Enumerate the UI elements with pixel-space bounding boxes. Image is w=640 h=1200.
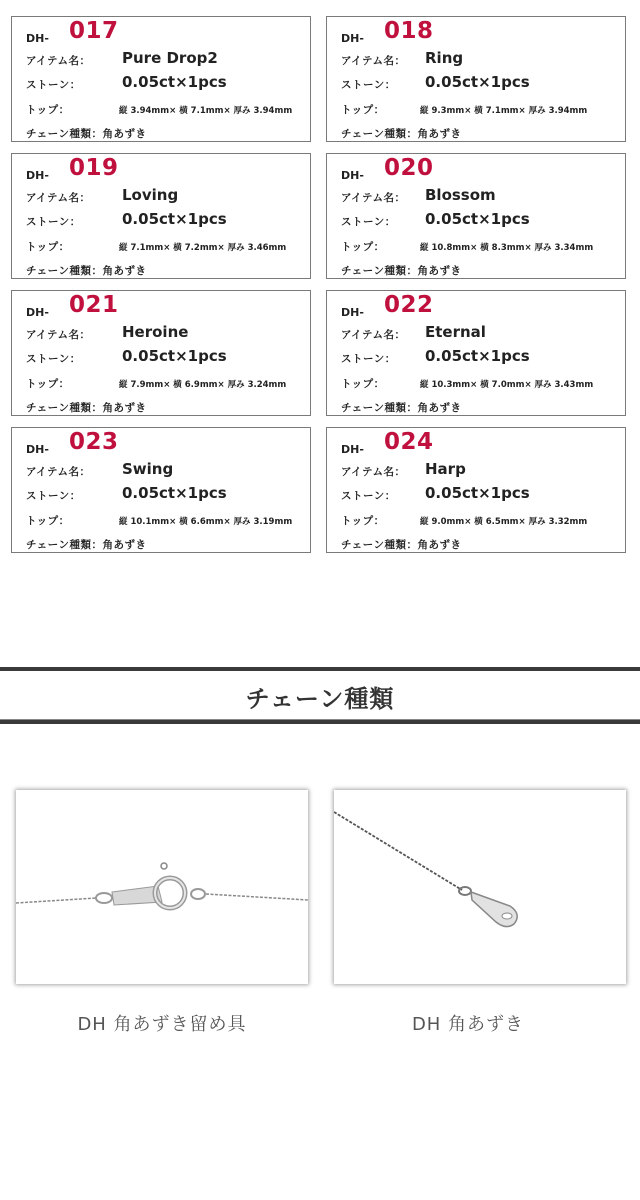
divider-top — [0, 667, 640, 671]
item-name-value: Ring — [425, 49, 464, 67]
id-prefix: DH- — [26, 32, 49, 45]
top-dimensions: 縦 10.3mm× 横 7.0mm× 厚み 3.43mm — [420, 380, 594, 390]
chain-end-tag-caption: DH 角あずき — [411, 1014, 525, 1035]
item-name-value: Loving — [122, 186, 179, 204]
item-name-label: アイテム名： — [26, 55, 91, 67]
item-name-value: Pure Drop2 — [122, 49, 218, 67]
top-label: トップ： — [26, 104, 70, 116]
stone-label: ストーン： — [341, 353, 396, 365]
stone-label: ストーン： — [341, 79, 396, 91]
item-name-label: アイテム名： — [341, 55, 406, 67]
chain-type: チェーン種類：角あずき — [341, 539, 462, 551]
id-prefix: DH- — [341, 32, 364, 45]
item-name-label: アイテム名： — [26, 192, 91, 204]
product-number: 022 — [384, 292, 434, 318]
top-label: トップ： — [341, 515, 385, 527]
top-label: トップ： — [341, 378, 385, 390]
stone-value: 0.05ct×1pcs — [425, 347, 530, 365]
id-prefix: DH- — [341, 306, 364, 319]
item-name-label: アイテム名： — [341, 329, 406, 341]
top-dimensions: 縦 10.8mm× 横 8.3mm× 厚み 3.34mm — [420, 243, 594, 253]
product-card — [11, 427, 311, 553]
chain-type: チェーン種類：角あずき — [341, 128, 462, 140]
top-label: トップ： — [341, 104, 385, 116]
chain-clasp-caption: DH 角あずき留め具 — [77, 1014, 247, 1035]
stone-value: 0.05ct×1pcs — [122, 210, 227, 228]
id-prefix: DH- — [26, 306, 49, 319]
top-dimensions: 縦 3.94mm× 横 7.1mm× 厚み 3.94mm — [119, 106, 293, 116]
stone-value: 0.05ct×1pcs — [122, 73, 227, 91]
product-card — [11, 290, 311, 416]
stone-value: 0.05ct×1pcs — [122, 484, 227, 502]
chain-clasp-photo — [16, 790, 308, 984]
item-name-label: アイテム名： — [26, 466, 91, 478]
stone-label: ストーン： — [341, 490, 396, 502]
product-number: 017 — [69, 18, 119, 44]
top-dimensions: 縦 9.3mm× 横 7.1mm× 厚み 3.94mm — [420, 106, 588, 116]
item-name-label: アイテム名： — [341, 466, 406, 478]
top-dimensions: 縦 7.1mm× 横 7.2mm× 厚み 3.46mm — [119, 243, 287, 253]
product-card — [326, 153, 626, 279]
item-name-value: Heroine — [122, 323, 189, 341]
top-label: トップ： — [341, 241, 385, 253]
stone-label: ストーン： — [26, 79, 81, 91]
item-name-value: Swing — [122, 460, 174, 478]
stone-value: 0.05ct×1pcs — [425, 484, 530, 502]
chain-type: チェーン種類：角あずき — [26, 539, 147, 551]
stone-label: ストーン： — [26, 353, 81, 365]
id-prefix: DH- — [341, 169, 364, 182]
product-card — [11, 16, 311, 142]
item-name-value: Harp — [425, 460, 466, 478]
top-label: トップ： — [26, 241, 70, 253]
product-number: 018 — [384, 18, 434, 44]
top-dimensions: 縦 7.9mm× 横 6.9mm× 厚み 3.24mm — [119, 380, 287, 390]
product-number: 019 — [69, 155, 119, 181]
item-name-label: アイテム名： — [341, 192, 406, 204]
chain-end-tag-photo — [334, 790, 626, 984]
product-card — [326, 290, 626, 416]
item-name-value: Blossom — [425, 186, 496, 204]
product-card — [326, 16, 626, 142]
id-prefix: DH- — [26, 169, 49, 182]
chain-type: チェーン種類：角あずき — [341, 402, 462, 414]
chain-type: チェーン種類：角あずき — [341, 265, 462, 277]
divider-bottom — [0, 719, 640, 724]
chain-section-header — [0, 667, 640, 725]
product-number: 024 — [384, 429, 434, 455]
product-number: 023 — [69, 429, 119, 455]
chain-type: チェーン種類：角あずき — [26, 265, 147, 277]
chain-type: チェーン種類：角あずき — [26, 128, 147, 140]
item-name-value: Eternal — [425, 323, 486, 341]
chain-type: チェーン種類：角あずき — [26, 402, 147, 414]
stone-label: ストーン： — [26, 490, 81, 502]
product-card — [326, 427, 626, 553]
chain-clasp-icon — [16, 790, 308, 984]
product-card — [11, 153, 311, 279]
stone-value: 0.05ct×1pcs — [425, 73, 530, 91]
top-dimensions: 縦 9.0mm× 横 6.5mm× 厚み 3.32mm — [420, 517, 588, 527]
product-number: 020 — [384, 155, 434, 181]
chain-end-tag-icon — [334, 790, 626, 984]
top-label: トップ： — [26, 378, 70, 390]
stone-label: ストーン： — [341, 216, 396, 228]
item-name-label: アイテム名： — [26, 329, 91, 341]
top-label: トップ： — [26, 515, 70, 527]
product-number: 021 — [69, 292, 119, 318]
top-dimensions: 縦 10.1mm× 横 6.6mm× 厚み 3.19mm — [119, 517, 293, 527]
stone-label: ストーン： — [26, 216, 81, 228]
section-title: チェーン種類 — [245, 685, 395, 713]
stone-value: 0.05ct×1pcs — [122, 347, 227, 365]
stone-value: 0.05ct×1pcs — [425, 210, 530, 228]
id-prefix: DH- — [341, 443, 364, 456]
id-prefix: DH- — [26, 443, 49, 456]
